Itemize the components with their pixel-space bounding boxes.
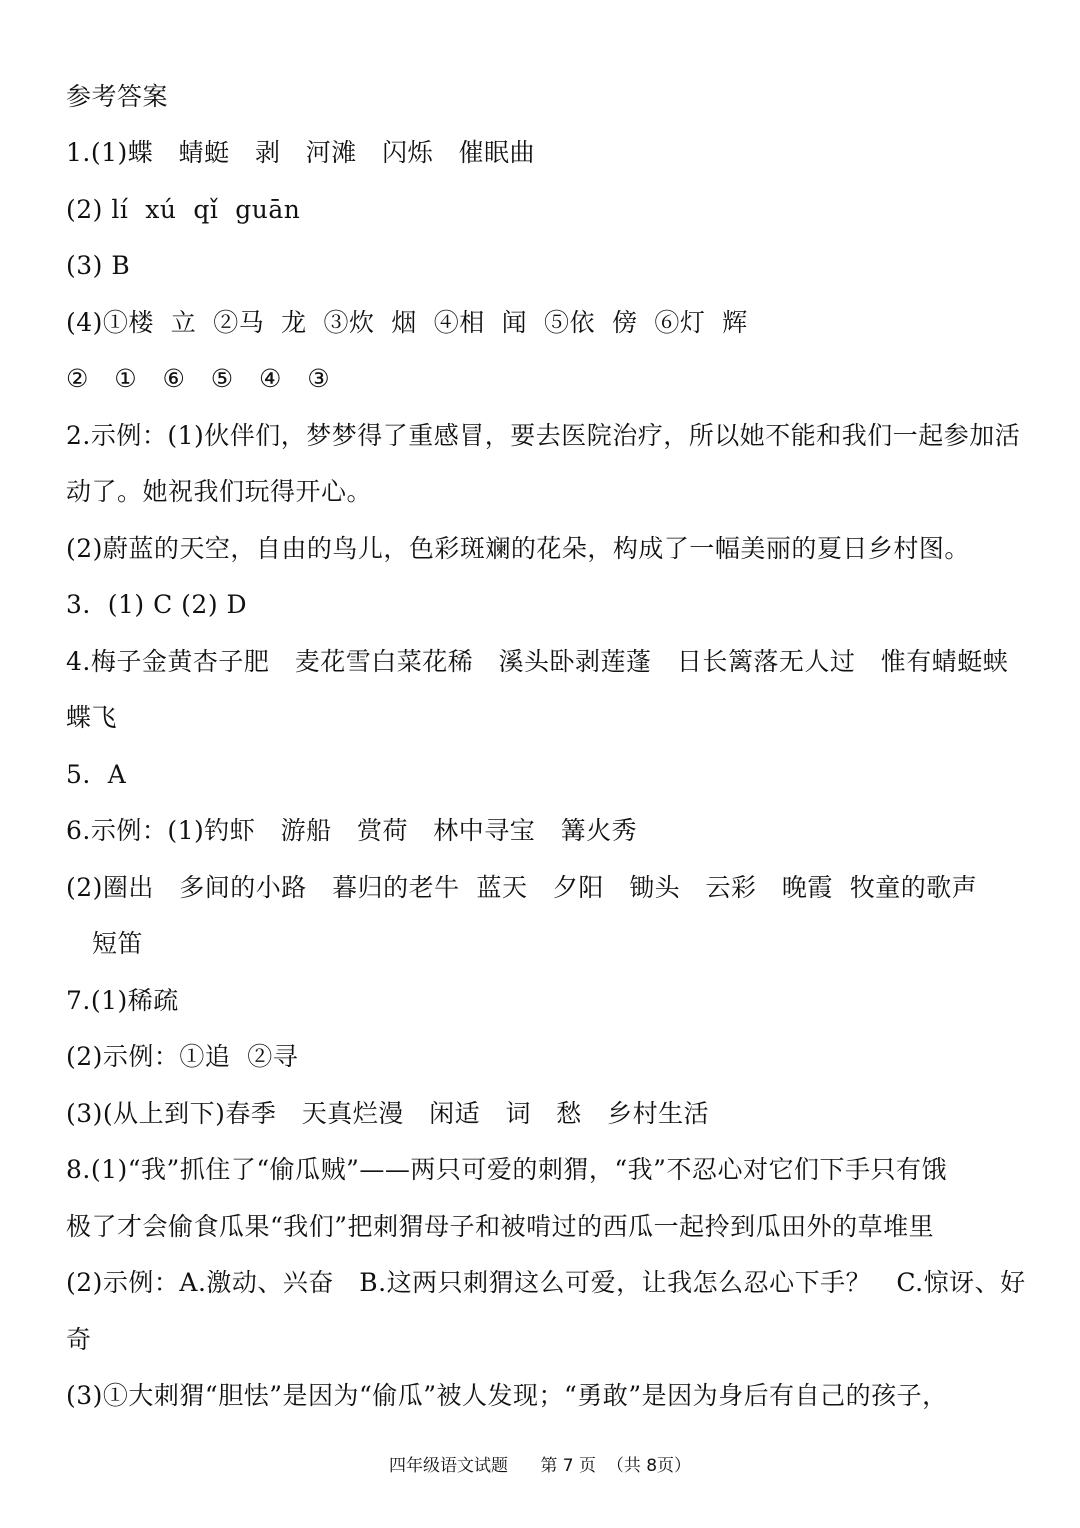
answer-line: 3. (1) C (2) D [66,590,248,619]
page-footer [0,1452,1080,1480]
answer-line: 2.示例：(1)伙伴们，梦梦得了重感冒，要去医院治疗，所以她不能和我们一起参加活 [66,421,1021,450]
answer-line: 4.梅子金黄杏子肥 麦花雪白菜花稀 溪头卧剥莲蓬 日长篱落无人过 惟有蜻蜓蛱 [66,647,1009,676]
answer-line: (4)①楼 立 ②马 龙 ③炊 烟 ④相 闻 ⑤依 傍 ⑥灯 辉 [66,308,748,337]
footer-subject: 四年级语文试题 [388,1456,508,1476]
answer-line: 动了。她祝我们玩得开心。 [66,477,373,506]
answer-line: 极了才会偷食瓜果“我们”把刺猬母子和被啃过的西瓜一起拎到瓜田外的草堆里 [66,1212,935,1241]
page-title: 参考答案 [66,82,169,111]
answer-line: 奇 [66,1325,92,1354]
answer-line: (2)示例：①追 ②寻 [66,1042,299,1071]
answer-line: (2)圈出 多间的小路 暮归的老牛 蓝天 夕阳 锄头 云彩 晚霞 牧童的歌声 [66,873,978,902]
answer-line: (3) B [66,251,131,280]
footer-page-info: 第 7 页 （共 8页） [540,1456,692,1476]
answer-line: (2)蔚蓝的天空，自由的鸟儿，色彩斑斓的花朵，构成了一幅美丽的夏日乡村图。 [66,534,970,563]
answer-line: 蝶飞 [66,703,118,732]
answer-line: (2)示例：A.激动、兴奋 B.这两只刺猬这么可爱，让我怎么忍心下手？ C.惊讶、好 [66,1268,1026,1297]
answer-line: 1.(1)蝶 蜻蜓 剥 河滩 闪烁 催眠曲 [66,138,535,167]
answer-line: 7.(1)稀疏 [66,986,179,1015]
answer-line: (3)①大刺猬“胆怯”是因为“偷瓜”被人发现；“勇敢”是因为身后有自己的孩子， [66,1381,948,1410]
answer-line: 8.(1)“我”抓住了“偷瓜贼”——两只可爱的刺猬，“我”不忍心对它们下手只有饿 [66,1155,947,1184]
answer-line: 短笛 [92,929,144,958]
answer-line: (3)(从上到下)春季 天真烂漫 闲适 词 愁 乡村生活 [66,1099,710,1128]
answer-line: ② ① ⑥ ⑤ ④ ③ [66,364,331,393]
answer-line: 6.示例：(1)钓虾 游船 赏荷 林中寻宝 篝火秀 [66,816,638,845]
answer-line: 5. A [66,760,127,789]
answer-line: (2) lí xú qǐ guān [66,195,301,224]
